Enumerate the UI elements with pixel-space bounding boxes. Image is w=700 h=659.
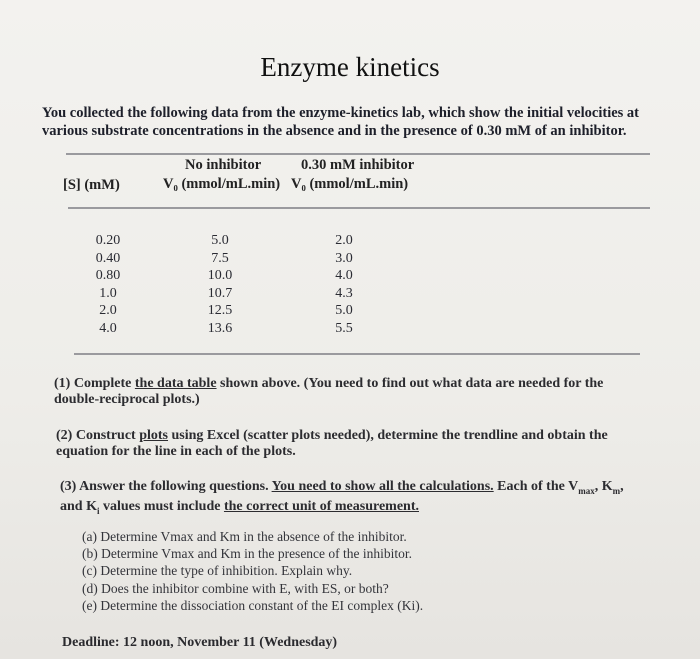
sub-question-b: (b) Determine Vmax and Km in the presence of the inhibitor. [82,546,413,562]
column-substrate [86,232,130,338]
sub-questions [82,528,423,614]
sub-question-a: (a) Determine Vmax and Km in the absence of the inhibitor. [82,529,407,544]
table-cell: 5.0 [335,303,353,319]
table-cell: 10.7 [207,285,233,301]
table-cell: 0.80 [95,268,121,284]
table-header-rule [68,207,650,209]
table-bottom-rule [74,353,640,355]
sub-question-d: (d) Does the inhibitor combine with E, with ES, or both? [82,580,389,596]
table-cell: 10.0 [207,268,233,284]
question-3: (3) Answer the following questions. You need to show all the calculations. Each of the $V_{max}$, $K_m$, and $K_i$ values must include the correct unit of measurement. [60,479,624,516]
page-title: Enzyme kinetics [260,52,440,82]
column-v0-no-inhibitor [198,232,242,338]
sub-question-c: (c) Determine the type of inhibition. Explain why. [82,563,353,579]
table-cell: 0.40 [95,250,121,266]
table-cell: 5.5 [335,320,353,336]
header-v0-no-inhibitor: V₀ (mmol/mL.min) [163,176,281,192]
table-cell: 3.0 [335,250,353,266]
deadline: Deadline: 12 noon, November 11 (Wednesday) [62,635,338,650]
table-cell: 0.20 [95,233,121,248]
header-inhibitor: 0.30 mM inhibitor [301,157,415,173]
table-cell: 7.5 [211,250,229,266]
table-cell: 4.0 [99,320,117,336]
column-v0-inhibitor [322,232,366,338]
header-no-inhibitor: No inhibitor [185,157,262,173]
table-cell: 2.0 [335,233,353,248]
table-cell: 12.5 [207,303,233,319]
header-v0-inhibitor: V₀ (mmol/mL.min) [291,176,409,192]
sub-question-e: (e) Determine the dissociation constant of the EI complex (Ki). [82,597,424,613]
table-cell: 5.0 [211,233,229,248]
table-cell: 4.3 [335,285,353,301]
intro-paragraph: You collected the following data from the enzyme-kinetics lab, which show the initial velocities at various substrate concentrations in the absence and in the presence of 0.30 mM of an inhibitor. [42,105,639,139]
table-cell: 4.0 [335,268,353,284]
table-cell: 2.0 [99,303,117,319]
table-top-rule [66,153,650,155]
question-1: (1) Complete the data table shown above. (You need to find out what data are needed for the double-reciprocal plots.) [54,376,604,407]
header-substrate: [S] (mM) [63,177,120,193]
question-2: (2) Construct plots using Excel (scatter plots needed), determine the trendline and obtain the equation for the line in each of the plots. [56,428,608,459]
table-cell: 1.0 [99,285,117,301]
table-cell: 13.6 [207,320,233,336]
